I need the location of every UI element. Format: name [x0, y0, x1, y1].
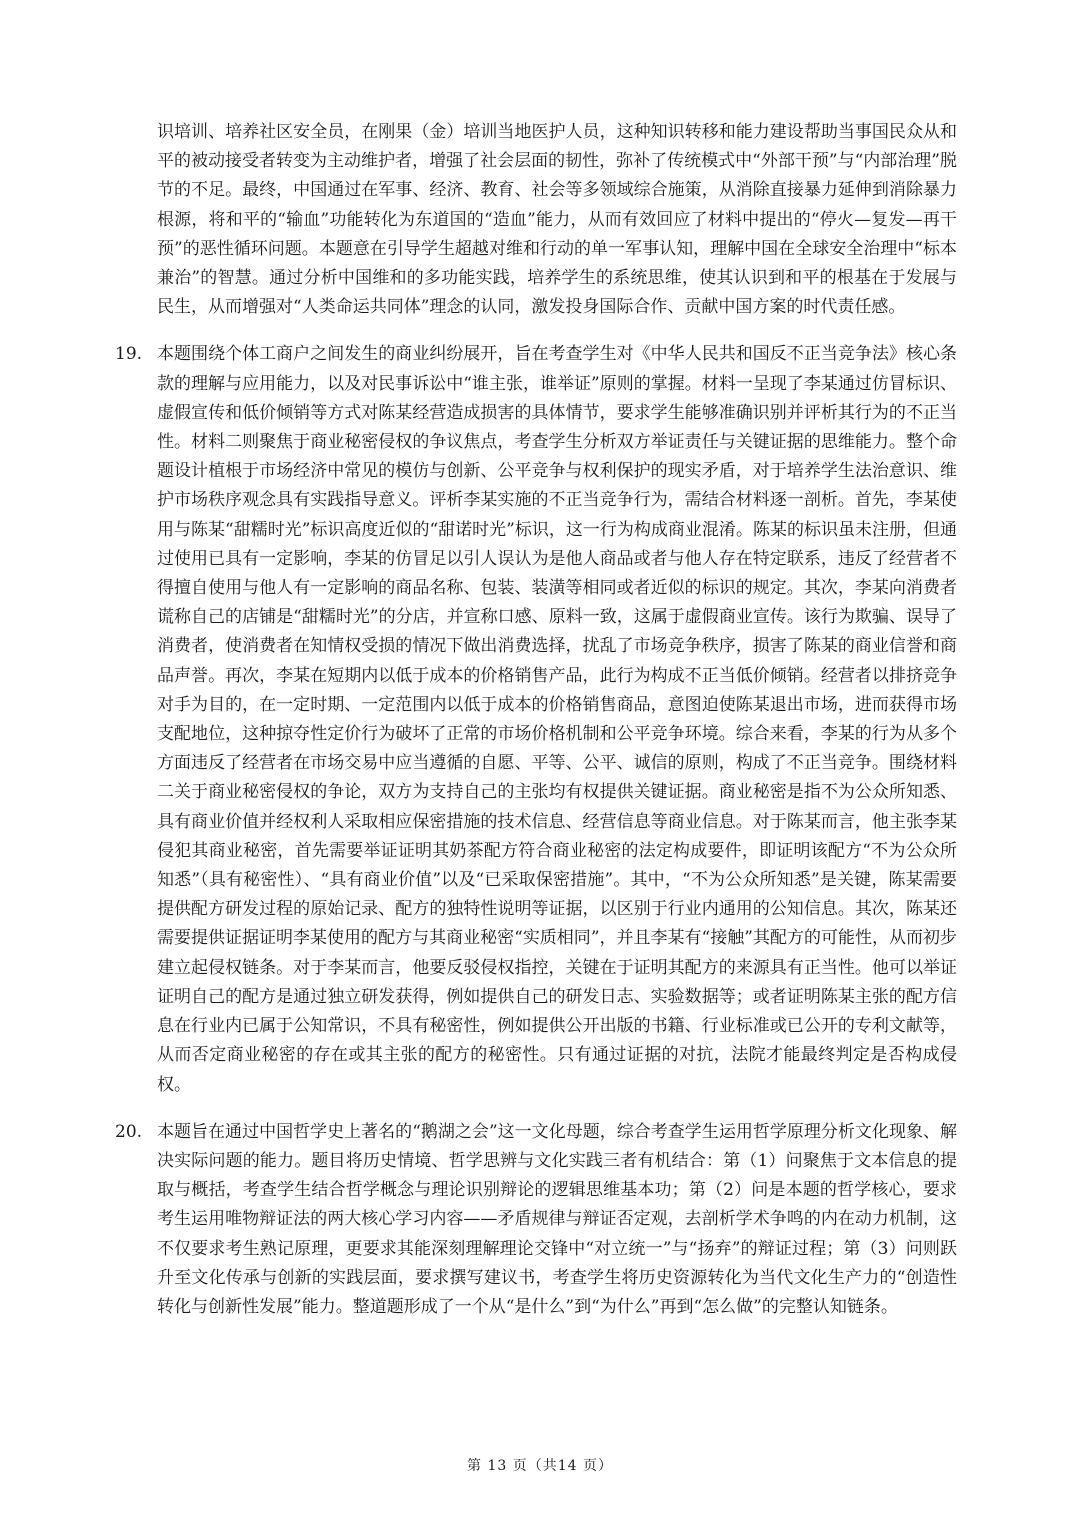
item-text: 本题旨在通过中国哲学史上著名的“鹅湖之会”这一文化母题，综合考查学生运用哲学原理分析文化现象、解决实际问题的能力。题目将历史情境、哲学思辨与文化实践三者有机结合：第（1）问聚焦于文本信息的提取与概括，考查学生结合哲学概念与理论识别辩论的逻辑思维基本功；第（2）问是本题的哲学核心，要求考生运用唯物辩证法的两大核心学习内容——矛盾规律与辩证否定观，去剖析学术争鸣的内在动力机制，这不仅要求考生熟记原理，更要求其能深刻理解理论交锋中“对立统一”与“扬弃”的辩证过程；第（3）问则跃升至文化传承与创新的实践层面，要求撰写建议书，考查学生将历史资源转化为当代文化生产力的“创造性转化与创新性发展”能力。整道题形成了一个从“是什么”到“为什么”再到“怎么做”的完整认知链条。 [157, 1121, 957, 1317]
answer-content [115, 118, 957, 1322]
item-number: 20. [115, 1121, 143, 1142]
item-text: 本题围绕个体工商户之间发生的商业纠纷展开，旨在考查学生对《中华人民共和国反不正当竞争法》核心条款的理解与应用能力，以及对民事诉讼中“谁主张，谁举证”原则的掌握。材料一呈现了李某通过仿冒标识、虚假宣传和低价倾销等方式对陈某经营造成损害的具体情节，要求学生能够准确识别并评析其行为的不正当性。材料二则聚焦于商业秘密侵权的争议焦点，考查学生分析双方举证责任与关键证据的思维能力。整个命题设计植根于市场经济中常见的模仿与创新、公平竞争与权利保护的现实矛盾，对于培养学生法治意识、维护市场秩序观念具有实践指导意义。评析李某实施的不正当竞争行为，需结合材料逐一剖析。首先，李某使用与陈某“甜糯时光”标识高度近似的“甜诺时光”标识，这一行为构成商业混淆。陈某的标识虽未注册，但通过使用已具有一定影响，李某的仿冒足以引人误认为是他人商品或者与他人存在特定联系，违反了经营者不得擅自使用与他人有一定影响的商品名称、包装、装潢等相同或者近似的标识的规定。其次，李某向消费者谎称自己的店铺是“甜糯时光”的分店，并宣称口感、原料一致，这属于虚假商业宣传。该行为欺骗、误导了消费者，使消费者在知情权受损的情况下做出消费选择，扰乱了市场竞争秩序，损害了陈某的商业信誉和商品声誉。再次，李某在短期内以低于成本的价格销售产品，此行为构成不正当低价倾销。经营者以排挤竞争对手为目的，在一定时期、一定范围内以低于成本的价格销售商品，意图迫使陈某退出市场，进而获得市场支配地位，这种掠夺性定价行为破坏了正常的市场价格机制和公平竞争环境。综合来看，李某的行为从多个方面违反了经营者在市场交易中应当遵循的自愿、平等、公平、诚信的原则，构成了不正当竞争。围绕材料二关于商业秘密侵权的争论，双方为支持自己的主张均有权提供关键证据。商业秘密是指不为公众所知悉、具有商业价值并经权利人采取相应保密措施的技术信息、经营信息等商业信息。对于陈某而言，他主张李某侵犯其商业秘密，首先需要举证证明其奶茶配方符合商业秘密的法定构成要件，即证明该配方“不为公众所知悉”（具有秘密性）、“具有商业价值”以及“已采取保密措施”。其中，“不为公众所知悉”是关键，陈某需要提供配方研发过程的原始记录、配方的独特性说明等证据，以区别于行业内通用的公知信息。其次，陈某还需要提供证据证明李某使用的配方与其商业秘密“实质相同”，并且李某有“接触”其配方的可能性，从而初步建立起侵权链条。对于李某而言，他要反驳侵权指控，关键在于证明其配方的来源具有正当性。他可以举证证明自己的配方是通过独立研发获得，例如提供自己的研发日志、实验数据等；或者证明陈某主张的配方信息在行业内已属于公知常识，不具有秘密性，例如提供公开出版的书籍、行业标准或已公开的专利文献等，从而否定商业秘密的存在或其主张的配方的秘密性。只有通过证据的对抗，法院才能最终判定是否构成侵权。 [157, 344, 957, 1095]
answer-item-20 [115, 1118, 957, 1322]
continuation-paragraph: 识培训、培养社区安全员，在刚果（金）培训当地医护人员，这种知识转移和能力建设帮助当事国民众从和平的被动接受者转变为主动维护者，增强了社会层面的韧性，弥补了传统模式中“外部干预”与“内部治理”脱节的不足。最终，中国通过在军事、经济、教育、社会等多领域综合施策，从消除直接暴力延伸到消除暴力根源，将和平的“输血”功能转化为东道国的“造血”能力，从而有效回应了材料中提出的“停火—复发—再干预”的恶性循环问题。本题意在引导学生超越对维和行动的单一军事认知，理解中国在全球安全治理中“标本兼治”的智慧。通过分析中国维和的多功能实践，培养学生的系统思维，使其认识到和平的根基在于发展与民生，从而增强对“人类命运共同体”理念的认同，激发投身国际合作、贡献中国方案的时代责任感。 [157, 122, 957, 318]
item-number: 19. [115, 344, 143, 365]
page-footer: 第 13 页（共14 页） [467, 1458, 613, 1474]
answer-item-19 [115, 340, 957, 1099]
